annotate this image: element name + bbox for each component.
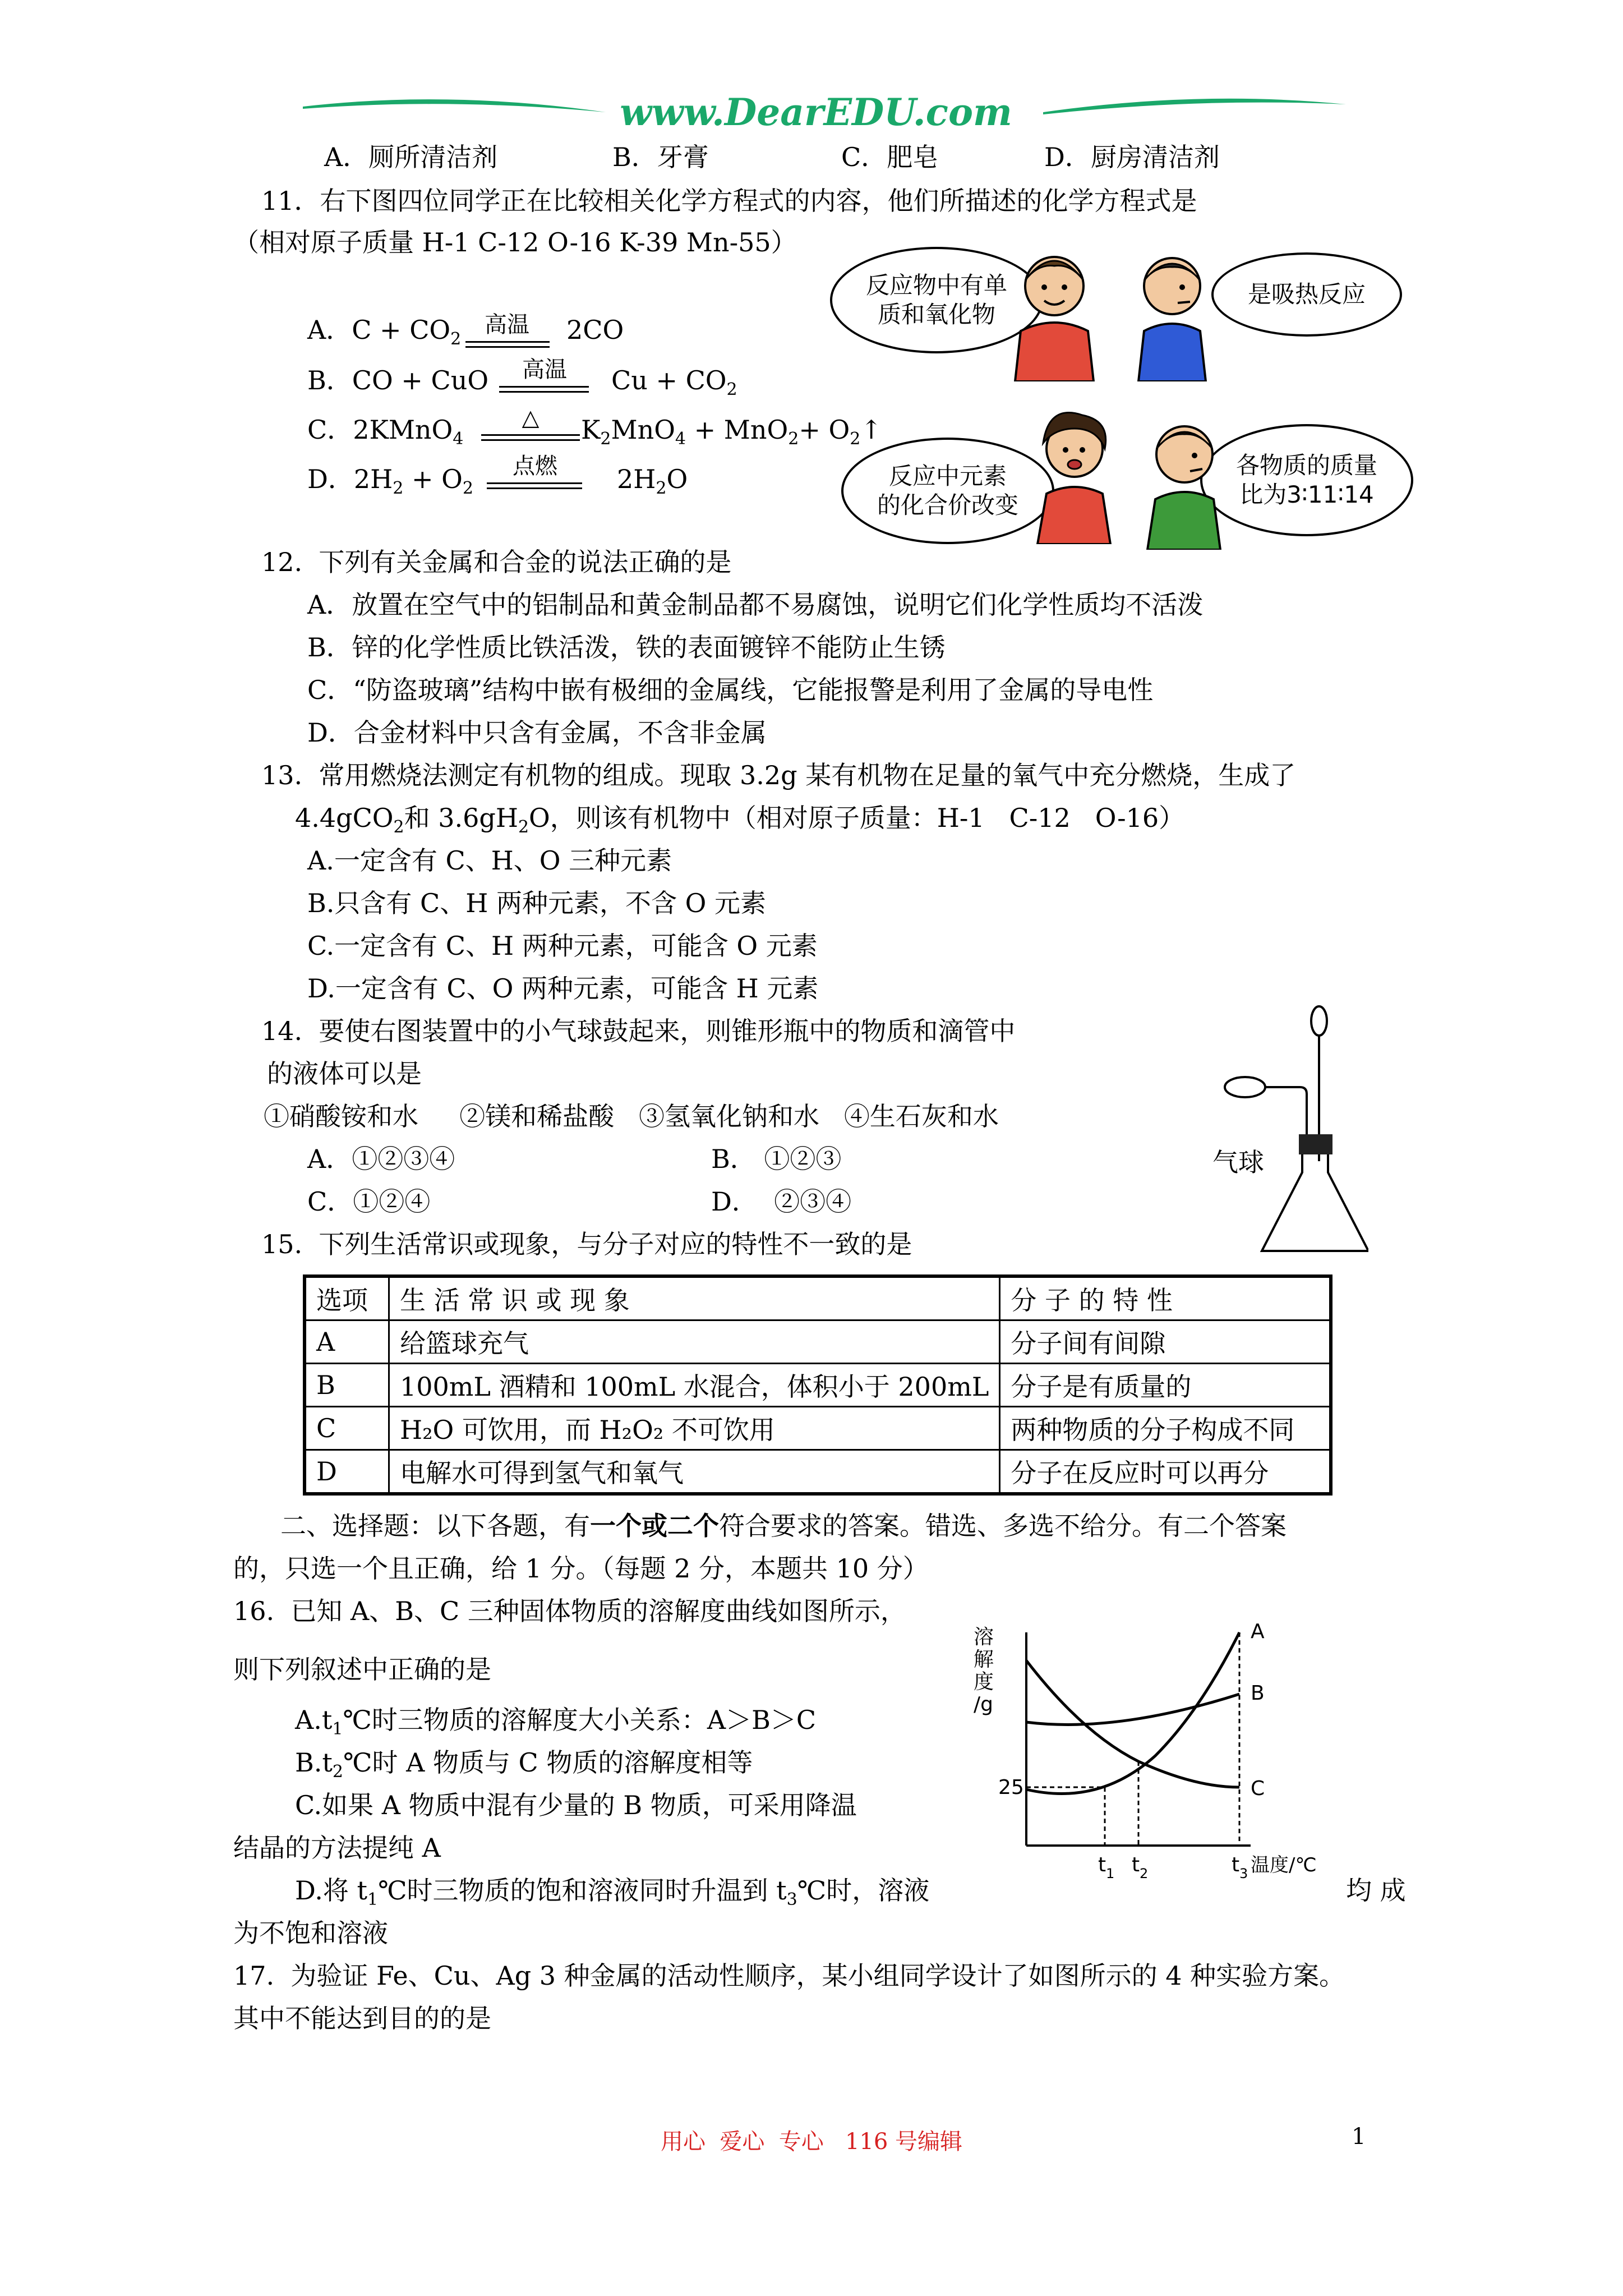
table-cell: C — [305, 1407, 389, 1450]
chart-ylabel-3: 度 — [974, 1671, 994, 1694]
q11-d-condition: 点燃 — [513, 453, 557, 479]
student-figure-2 — [1127, 247, 1217, 381]
header-swoosh-right — [1032, 90, 1346, 129]
table-row — [305, 1450, 1331, 1494]
q16-option-d-line2: 为不饱和溶液 — [233, 1918, 388, 1948]
table-cell: A — [305, 1320, 389, 1364]
student-figure-4 — [1138, 415, 1228, 550]
footer-text: 用心 爱心 专心 116 号编辑 — [660, 2129, 963, 2155]
q11-c-equals — [481, 434, 580, 441]
site-title[interactable]: www.DearEDU.com — [620, 90, 1012, 134]
table-row — [305, 1407, 1331, 1450]
table-header-cell: 选项 — [305, 1276, 389, 1320]
student-figure-3 — [1026, 404, 1122, 544]
q12-option-c: C．“防盗玻璃”结构中嵌有极细的金属线，它能报警是利用了金属的导电性 — [307, 675, 1154, 705]
q11-b-equals — [499, 386, 589, 393]
chart-ylabel-4: /g — [974, 1693, 993, 1716]
q11-d-equals — [487, 482, 582, 489]
x-tick-subscript: 2 — [1140, 1866, 1149, 1881]
q10-option-b: B．牙膏 — [612, 142, 709, 172]
q16-option-c-line2: 结晶的方法提纯 A — [233, 1833, 441, 1863]
q16-stem-line2: 则下列叙述中正确的是 — [233, 1654, 491, 1685]
speech-bubble-4: 各物质的质量 比为3∶11∶14 — [1200, 424, 1413, 536]
q17-stem-line2: 其中不能达到目的的是 — [233, 2003, 491, 2033]
q14-option-a: A．①②③④ — [307, 1144, 455, 1174]
q16-option-d-tail: 均 成 — [1346, 1875, 1406, 1906]
q11-a-condition: 高温 — [485, 312, 529, 338]
q14-option-b: B． ①②③ — [711, 1144, 842, 1174]
y-tick-label: 25 — [998, 1776, 1024, 1799]
table-cell: H₂O 可饮用，而 H₂O₂ 不可饮用 — [389, 1407, 1000, 1450]
q16-option-a: $A.t_1℃$时三物质的溶解度大小关系：A＞B＞C — [295, 1705, 817, 1739]
q14-choices: ①硝酸铵和水 ②镁和稀盐酸 ③氢氧化钠和水 ④生石灰和水 — [264, 1101, 999, 1131]
q14-option-c: C．①②④ — [307, 1186, 431, 1217]
q14-stem-line2: 的液体可以是 — [267, 1059, 422, 1089]
q16-option-d: D.将 $t_1℃$时三物质的饱和溶液同时升温到 $t_3℃$时，溶液 — [295, 1875, 930, 1910]
chart-ylabel: 溶 — [974, 1626, 994, 1649]
x-tick-label: t — [1232, 1853, 1240, 1876]
q12-option-b: B．锌的化学性质比铁活泼，铁的表面镀锌不能防止生锈 — [307, 632, 946, 662]
q11-option-d: D．$2H_2 + O_2$ — [307, 464, 473, 498]
q11-a-equals — [465, 341, 550, 348]
q13-stem-line2: 4.4gCO$_2$和 $3.6gH_2O$，则该有机物中（相对原子质量：H-1 C-12 O-16） — [295, 803, 1185, 837]
table-cell: 两种物质的分子构成不同 — [1000, 1407, 1331, 1450]
q11-option-a: A．$C + CO_2$ — [307, 315, 462, 349]
table-header-row — [305, 1276, 1331, 1320]
series-label: B — [1251, 1682, 1265, 1705]
q11-b-condition: 高温 — [522, 357, 567, 383]
table-header-cell: 生 活 常 识 或 现 象 — [389, 1276, 1000, 1320]
speech-bubble-3: 反应中元素 的化合价改变 — [841, 438, 1054, 544]
series-label: A — [1251, 1621, 1265, 1643]
q14-option-d: D． ②③④ — [711, 1186, 852, 1217]
q11-a-product: 2CO — [566, 315, 624, 345]
q17-stem: 17. 为验证 Fe、Cu、Ag 3 种金属的活动性顺序，某小组同学设计了如图所示的 4 种实验方案。 — [233, 1961, 1345, 1991]
q11-d-product: $2H_2O$ — [617, 464, 688, 498]
q11-note: （相对原子质量 H-1 C-12 O-16 K-39 Mn-55） — [233, 227, 797, 257]
balloon-label: 气球 — [1212, 1147, 1264, 1177]
x-tick-label: t — [1098, 1853, 1106, 1876]
table-header-cell: 分 子 的 特 性 — [1000, 1276, 1331, 1320]
q11-stem: 11．右下图四位同学正在比较相关化学方程式的内容，他们所描述的化学方程式是 — [261, 186, 1197, 216]
q15-stem: 15. 下列生活常识或现象，与分子对应的特性不一致的是 — [261, 1229, 912, 1259]
q11-b-product: $Cu + CO_2$ — [611, 365, 737, 399]
table-cell: 100mL 酒精和 100mL 水混合，体积小于 200mL — [389, 1364, 1000, 1407]
speech-bubble-1: 反应物中有单 质和氧化物 — [830, 247, 1043, 353]
chart-ylabel-2: 解 — [974, 1648, 994, 1671]
q15-table — [303, 1274, 1332, 1496]
q13-option-c: C.一定含有 C、H 两种元素，可能含 O 元素 — [307, 931, 818, 961]
section2-intro: 二、选择题：以下各题，有一个或二个符合要求的答案。错选、多选不给分。有二个答案 — [280, 1511, 1287, 1541]
page-number: 1 — [1352, 2124, 1366, 2150]
q13-option-a: A.一定含有 C、H、O 三种元素 — [307, 845, 672, 876]
table-cell: 分子在反应时可以再分 — [1000, 1450, 1331, 1494]
table-cell: 电解水可得到氢气和氧气 — [389, 1450, 1000, 1494]
x-tick-subscript: 1 — [1106, 1866, 1115, 1881]
curve-a — [1026, 1632, 1239, 1794]
table-cell: D — [305, 1450, 389, 1494]
student-figure-1 — [1004, 247, 1105, 381]
q11-c-condition: △ — [522, 405, 540, 431]
q16-option-c: C.如果 A 物质中混有少量的 B 物质，可采用降温 — [295, 1790, 857, 1820]
series-label: C — [1251, 1777, 1265, 1800]
q11-c-products: $K_2MnO_4 + MnO_2+$ $O_2↑$ — [581, 415, 882, 449]
q12-option-d: D．合金材料中只含有金属，不含非金属 — [307, 717, 767, 748]
chart-xlabel: 温度/℃ — [1251, 1854, 1317, 1876]
q13-option-b: B.只含有 C、H 两种元素，不含 O 元素 — [307, 888, 766, 918]
q11-option-c: C．2KMnO$_4$ — [307, 415, 464, 449]
solubility-chart — [970, 1621, 1318, 1890]
q12-stem: 12. 下列有关金属和合金的说法正确的是 — [261, 547, 732, 577]
x-tick-subscript: 3 — [1239, 1866, 1248, 1881]
q16-stem: 16. 已知 A、B、C 三种固体物质的溶解度曲线如图所示， — [233, 1596, 906, 1626]
q11-option-b: B．CO + CuO — [307, 365, 489, 395]
q12-option-a: A．放置在空气中的铝制品和黄金制品都不易腐蚀，说明它们化学性质均不活泼 — [307, 590, 1204, 620]
q13-option-d: D.一定含有 C、O 两种元素，可能含 H 元素 — [307, 973, 819, 1004]
table-row — [305, 1364, 1331, 1407]
section2-intro-line2: 的，只选一个且正确，给 1 分。（每题 2 分，本题共 10 分） — [233, 1553, 929, 1584]
q10-option-a: A．厕所清洁剂 — [324, 142, 498, 172]
x-tick-label: t — [1132, 1853, 1140, 1876]
q14-stem: 14. 要使右图装置中的小气球鼓起来，则锥形瓶中的物质和滴管中 — [261, 1016, 1016, 1046]
table-cell: B — [305, 1364, 389, 1407]
speech-bubble-2: 是吸热反应 — [1211, 252, 1402, 337]
table-cell: 分子间有间隙 — [1000, 1320, 1331, 1364]
q16-option-b: $B.t_2℃$时 A 物质与 C 物质的溶解度相等 — [295, 1747, 753, 1782]
header-swoosh-left — [303, 90, 617, 129]
table-row — [305, 1320, 1331, 1364]
flask-apparatus — [1223, 1004, 1368, 1262]
q10-option-d: D．厨房清洁剂 — [1044, 142, 1220, 172]
q13-stem: 13. 常用燃烧法测定有机物的组成。现取 3.2g 某有机物在足量的氧气中充分燃烧，生成了 — [261, 760, 1296, 790]
table-cell: 分子是有质量的 — [1000, 1364, 1331, 1407]
q10-option-c: C．肥皂 — [841, 142, 939, 172]
table-cell: 给篮球充气 — [389, 1320, 1000, 1364]
